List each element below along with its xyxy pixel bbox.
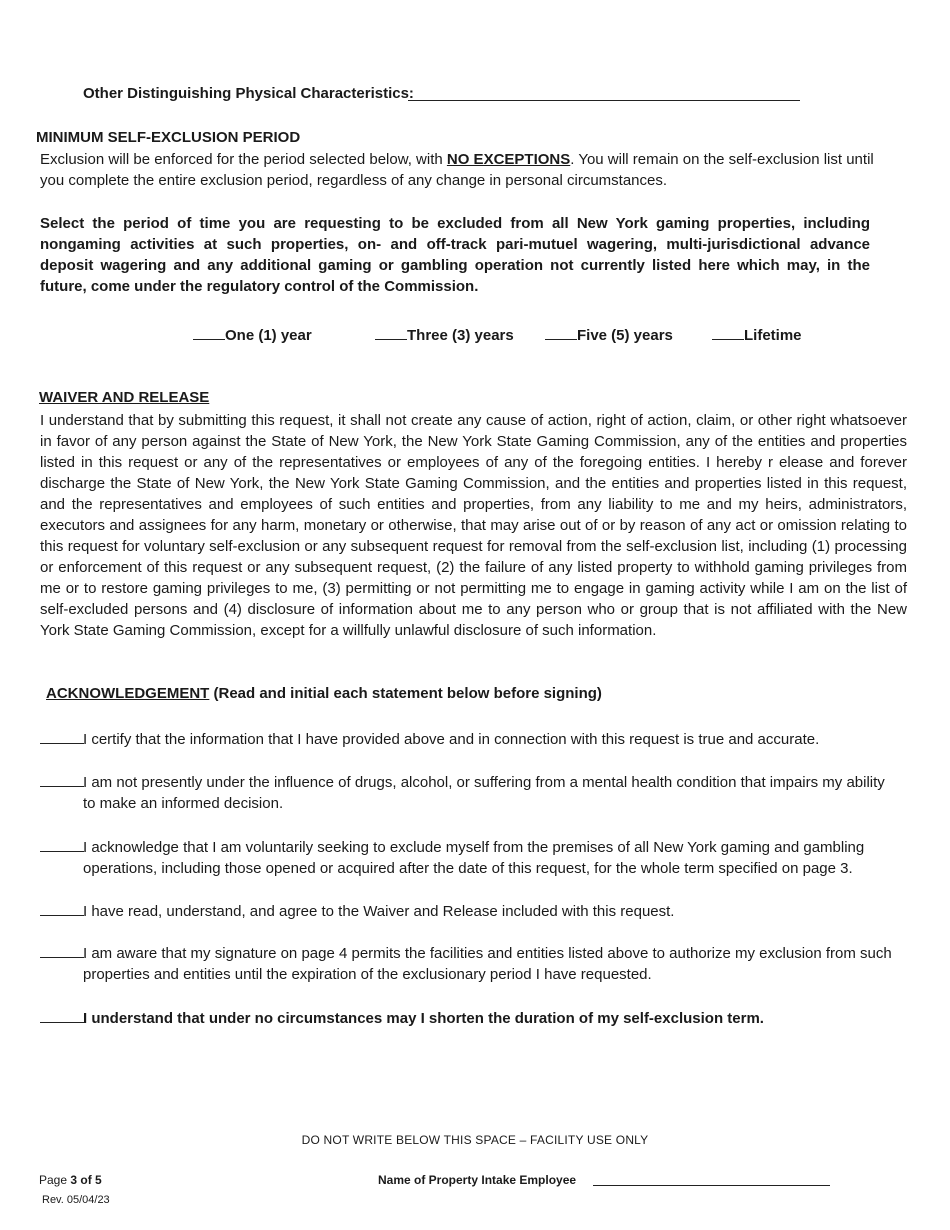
period-option-label: Three (3) years xyxy=(407,327,514,344)
period-initial-blank[interactable] xyxy=(545,325,577,340)
ack-statement-1 xyxy=(40,729,900,750)
page-prefix: Page xyxy=(39,1173,71,1187)
waiver-heading: WAIVER AND RELEASE xyxy=(39,389,210,406)
ack-statement-5 xyxy=(40,943,900,983)
facility-use-notice: DO NOT WRITE BELOW THIS SPACE – FACILITY USE ONLY xyxy=(301,1133,649,1147)
intake-employee-field[interactable] xyxy=(593,1185,830,1186)
period-option-lifetime[interactable] xyxy=(712,325,802,344)
initial-blank[interactable] xyxy=(40,837,84,852)
period-option-label: One (1) year xyxy=(225,327,312,344)
ack-statement-text: I have read, understand, and agree to the Waiver and Release included with this request. xyxy=(83,903,675,920)
initial-blank[interactable] xyxy=(40,901,84,916)
select-period-instructions: Select the period of time you are requesting to be excluded from all New York gaming properties, including nongaming activities at such properties, on- and off-track pari-mutuel wagering, multi-jurisdictional advance deposit wagering and any additional gaming or gambling operation not currently listed here which may, in the future, come under the regulatory control of the Commission. xyxy=(40,215,870,295)
initial-blank[interactable] xyxy=(40,772,84,787)
period-option-label: Five (5) years xyxy=(577,327,673,344)
physical-characteristics-label: Other Distinguishing Physical Characteristics: xyxy=(83,85,414,102)
no-exceptions-emphasis: NO EXCEPTIONS xyxy=(446,151,571,168)
period-option-three-years[interactable] xyxy=(375,325,514,344)
ack-statement-2 xyxy=(40,772,900,812)
period-initial-blank[interactable] xyxy=(375,325,407,340)
intake-employee-label: Name of Property Intake Employee xyxy=(378,1173,577,1187)
initial-blank[interactable] xyxy=(40,943,84,958)
min-period-heading: MINIMUM SELF-EXCLUSION PERIOD xyxy=(36,129,301,146)
ack-statement-4 xyxy=(40,901,900,922)
initial-blank[interactable] xyxy=(40,729,84,744)
period-initial-blank[interactable] xyxy=(193,325,225,340)
period-initial-blank[interactable] xyxy=(712,325,744,340)
waiver-text: I understand that by submitting this request, it shall not create any cause of action, right of action, claim, or other right whatsoever in favor of any person against the State of New York, the New York State Gaming Commission, any of the entities and properties listed in this request or any of the representatives or employees of any of the foregoing entities. I hereby r elease and forever discharge the State of New York, the New York State Gaming Commission, and the entities and properties listed in this request, and the representatives and employees of such entities and properties, from any liability to me and my heirs, administrators, executors and assignees for any harm, monetary or otherwise, that may arise out of or by reason of any act or omission relating to this request for voluntary self-exclusion or any subsequent request for removal from the self-exclusion list, including (1) processing or enforcement of this request or any subsequent request, (2) the failure of any listed property to withhold gaming privileges from me or to restore gaming privileges to me, (3) permitting or not permitting me to engage in gaming activity while I am on the list of self-excluded persons and (4) disclosure of information about me to any person who or group that is not affiliated with the New York State Gaming Commission, except for a willfully unlawful disclosure of such information. xyxy=(40,412,907,639)
period-option-label: Lifetime xyxy=(744,327,802,344)
revision-date: Rev. 05/04/23 xyxy=(42,1194,110,1206)
page-number xyxy=(39,1173,102,1187)
min-period-text-after: . You will remain on the self-exclusion list until you complete the entire exclusion period, regardless of any change in personal circumstances. xyxy=(40,151,874,189)
period-option-one-year[interactable] xyxy=(193,325,312,344)
ack-statement-6 xyxy=(40,1008,900,1029)
acknowledgement-heading-row xyxy=(46,685,602,702)
initial-blank[interactable] xyxy=(40,1008,84,1023)
ack-statement-text: I understand that under no circumstances may I shorten the duration of my self-exclusion term. xyxy=(83,1010,764,1027)
ack-statement-3 xyxy=(40,837,900,877)
min-period-text xyxy=(40,149,900,191)
ack-statement-text: I certify that the information that I have provided above and in connection with this request is true and accurate. xyxy=(83,731,820,748)
ack-statement-text: I am aware that my signature on page 4 permits the facilities and entities listed above to authorize my exclusion from such properties and entities until the expiration of the exclusionary period I have requested. xyxy=(83,945,892,983)
period-option-five-years[interactable] xyxy=(545,325,673,344)
physical-characteristics-field[interactable] xyxy=(408,100,800,101)
min-period-text-before: Exclusion will be enforced for the period selected below, with xyxy=(40,151,447,168)
acknowledgement-subheading: (Read and initial each statement below before signing) xyxy=(213,685,602,702)
acknowledgement-heading: ACKNOWLEDGEMENT xyxy=(46,685,210,702)
page-count: 3 of 5 xyxy=(70,1173,102,1187)
ack-statement-text: I am not presently under the influence of drugs, alcohol, or suffering from a mental health condition that impairs my ability to make an informed decision. xyxy=(83,774,885,812)
ack-statement-text: I acknowledge that I am voluntarily seeking to exclude myself from the premises of all New York gaming and gambling operations, including those opened or acquired after the date of this request, for the whole term specified on page 3. xyxy=(83,839,865,877)
